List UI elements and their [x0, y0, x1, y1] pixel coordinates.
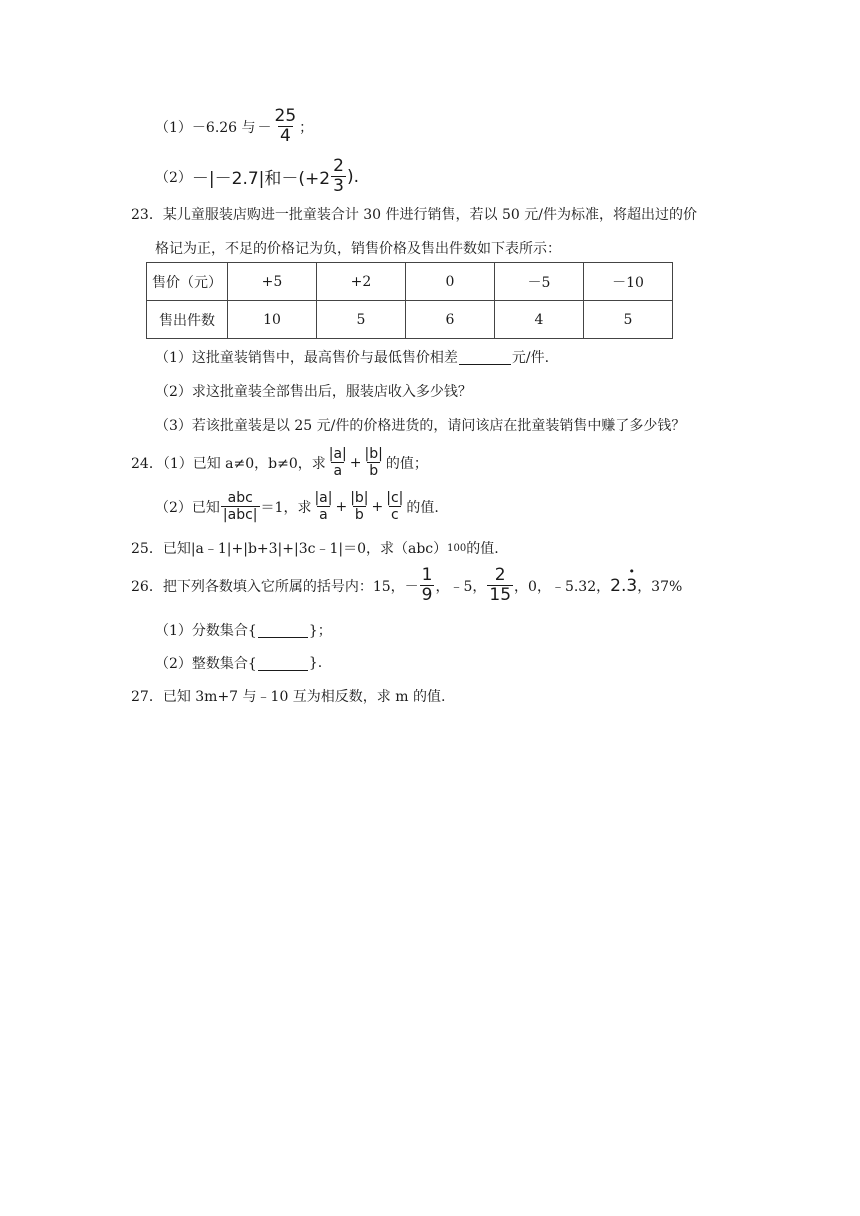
q26-intro: 26．把下列各数填入它所属的括号内：15， — [131, 578, 405, 595]
q23-part2: （2）求这批童装全部售出后，服装店收入多少钱？ — [155, 384, 472, 400]
table-cell: 0 — [406, 263, 495, 301]
plus-sign: + — [349, 454, 362, 471]
fraction-numerator: 1 — [421, 565, 433, 585]
q25 — [131, 538, 499, 558]
q26-part2 — [155, 653, 322, 673]
q25-text-b: 的值. — [466, 541, 499, 557]
table-cell: －5 — [495, 263, 584, 301]
q22-part2 — [155, 157, 359, 196]
fraction-numerator: 2 — [333, 156, 344, 176]
fraction-numerator: |a| — [314, 490, 333, 506]
table-row — [147, 263, 673, 301]
q24-part1 — [131, 446, 428, 479]
table-cell: 5 — [317, 301, 406, 339]
q23-stem-line1: 23．某儿童服装店购进一批童装合计 30 件进行销售，若以 50 元/件为标准，将超出过的价 — [131, 207, 697, 223]
q26-part2-end: }. — [308, 655, 323, 671]
fraction-denominator: 15 — [489, 585, 512, 605]
table-cell: 售价（元） — [147, 263, 228, 301]
q22-part1 — [155, 107, 313, 146]
fraction-denominator: |abc| — [222, 507, 258, 523]
q26-part1 — [155, 620, 332, 640]
fraction-numerator: abc — [227, 490, 253, 506]
table-cell: +2 — [317, 263, 406, 301]
fraction-numerator: 25 — [274, 106, 297, 126]
q26-sep2: ，0，﹣5.32， — [514, 578, 611, 595]
fraction-numerator: |b| — [350, 490, 369, 506]
fraction-denominator: 9 — [421, 585, 433, 605]
q26-frac1-sign: － — [404, 578, 419, 595]
answer-blank — [459, 350, 511, 365]
plus-sign: + — [335, 498, 348, 515]
q25-exponent: 100 — [447, 542, 467, 554]
table-row — [147, 301, 673, 339]
q24-part2-text-a: （2）已知 — [155, 499, 220, 516]
fraction-abs-b-over-b — [348, 490, 370, 523]
fraction-numerator: 2 — [494, 565, 506, 585]
q27: 27．已知 3m+7 与﹣10 互为相反数，求 m 的值. — [131, 689, 446, 705]
fraction-two-fifteenths — [487, 566, 513, 605]
fraction-abc-over-abs-abc — [221, 490, 260, 523]
q23-sales-table — [146, 262, 673, 339]
fraction-numerator: |b| — [364, 446, 383, 462]
q26-sep3: ，37% — [637, 578, 683, 595]
q22-part2-expr-a: －|－2.7|和－(+2 — [191, 169, 331, 189]
q24-part2-end: 的值. — [406, 499, 439, 516]
q26-part1-text: （1）分数集合{ — [155, 623, 257, 639]
table-cell: 4 — [495, 301, 584, 339]
q26-sep1: ，﹣5， — [435, 578, 487, 595]
q24-part1-text: 24．（1）已知 a≠0，b≠0，求 — [131, 455, 326, 472]
fraction-denominator: 4 — [279, 126, 291, 146]
repeating-decimal — [610, 576, 637, 596]
fraction-abs-a-over-a — [312, 490, 334, 523]
table-cell: 10 — [228, 301, 317, 339]
fraction-abs-b-over-b — [363, 446, 385, 479]
repeating-digit: • 3 — [626, 576, 637, 596]
fraction-denominator: a — [319, 507, 328, 523]
fraction-denominator: c — [390, 507, 399, 523]
q26-part1-end: }； — [308, 623, 332, 639]
table-cell: 售出件数 — [147, 301, 228, 339]
fraction-abs-c-over-c — [384, 490, 405, 523]
q22-part1-fraction — [273, 107, 299, 146]
fraction-denominator: a — [333, 463, 343, 479]
fraction-one-ninth — [420, 566, 435, 605]
fraction-abs-a-over-a — [327, 446, 349, 479]
fraction-denominator: 3 — [333, 176, 344, 196]
q22-part1-prefix: （1）－6.26 与 — [155, 119, 256, 136]
fraction-denominator: b — [354, 507, 364, 523]
q23-part1-unit: 元/件. — [511, 350, 550, 366]
fraction-numerator: |a| — [328, 446, 347, 462]
q23-part1 — [155, 347, 549, 367]
table-cell: +5 — [228, 263, 317, 301]
answer-blank — [258, 656, 308, 671]
fraction-denominator: b — [369, 463, 379, 479]
repeating-decimal-int: 2. — [610, 575, 627, 596]
q22-part2-prefix: （2） — [155, 169, 192, 186]
q22-part1-end: ； — [299, 119, 314, 136]
q22-part2-expr-b: ). — [346, 166, 359, 187]
table-cell: －10 — [584, 263, 673, 301]
q24-part2-text-b: ＝1，求 — [260, 499, 312, 516]
q23-stem-line2: 格记为正，不足的价格记为负，销售价格及售出件数如下表所示： — [155, 241, 561, 257]
q24-part1-end: 的值； — [385, 455, 428, 472]
table-cell: 5 — [584, 301, 673, 339]
q22-part2-fraction — [331, 157, 346, 196]
q24-part2 — [155, 490, 439, 523]
answer-blank — [258, 623, 308, 638]
q26-stem — [131, 566, 682, 605]
q22-part1-frac-sign: － — [257, 119, 272, 136]
q23-part1-text: （1）这批童装销售中，最高售价与最低售价相差 — [155, 350, 458, 366]
table-cell: 6 — [406, 301, 495, 339]
plus-sign: + — [371, 498, 384, 515]
q25-text-a: 25．已知|a﹣1|+|b+3|+|3c﹣1|＝0，求（abc） — [131, 541, 448, 557]
q26-part2-text: （2）整数集合{ — [155, 656, 257, 672]
q23-part3: （3）若该批童装是以 25 元/件的价格进货的，请问该店在批童装销售中赚了多少钱？ — [155, 418, 686, 434]
fraction-numerator: |c| — [386, 490, 404, 506]
